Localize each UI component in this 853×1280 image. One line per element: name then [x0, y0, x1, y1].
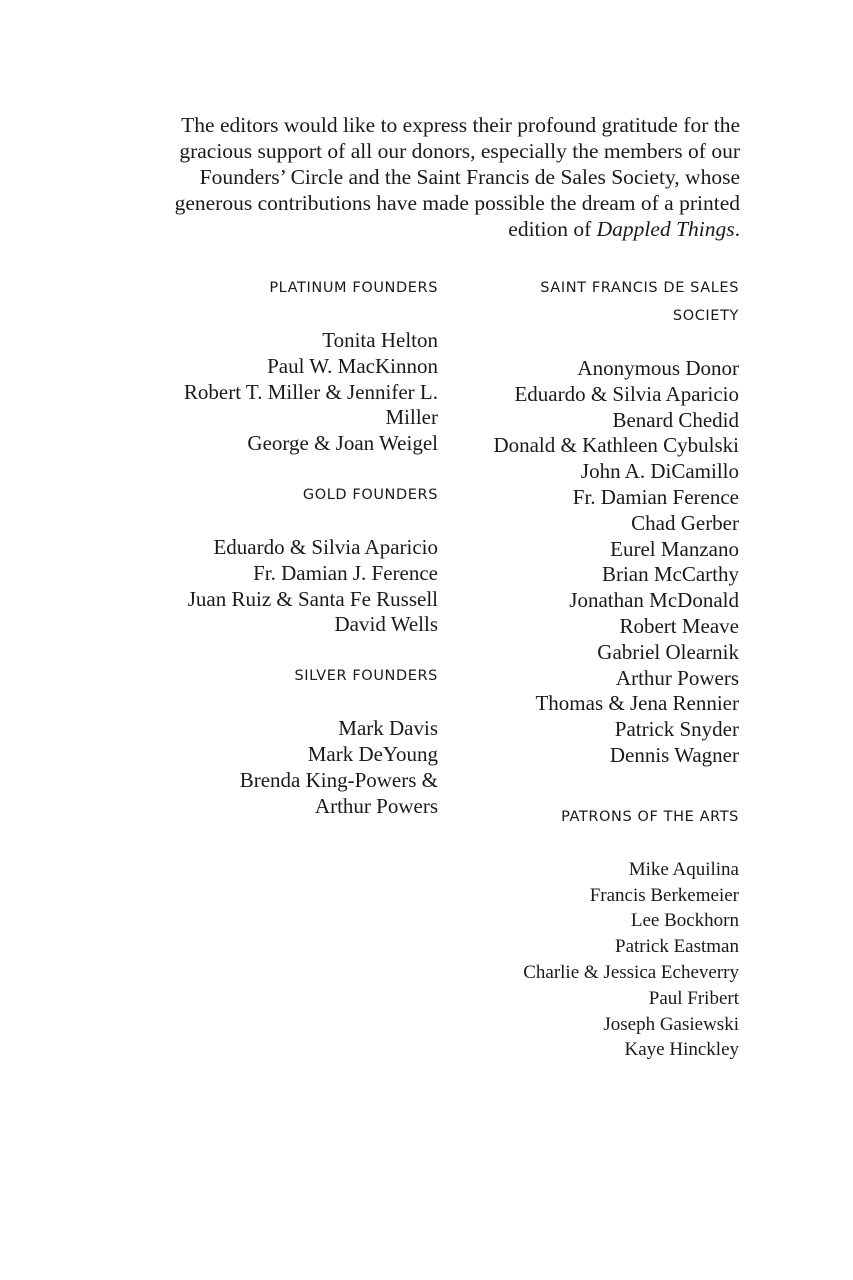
intro-period: .: [734, 217, 740, 241]
silver-founders-list: [140, 716, 438, 819]
gold-founders-list: [140, 535, 438, 638]
journal-title: Dappled Things: [596, 217, 735, 241]
list-item: Chad Gerber: [631, 510, 739, 535]
list-item: Anonymous Donor: [577, 356, 739, 380]
list-item: Tonita Helton: [322, 328, 438, 352]
list-item: Mike Aquilina: [628, 858, 739, 880]
list-item: Lee Bockhorn: [630, 910, 739, 932]
list-item: Eduardo & Silvia Aparicio: [213, 534, 438, 559]
list-item: Paul Fribert: [648, 987, 739, 1009]
list-item: David Wells: [334, 612, 438, 637]
list-item: Benard Chedid: [612, 407, 739, 432]
gold-founders-heading: GOLD FOUNDERS: [302, 486, 438, 503]
list-item: Mark Davis: [338, 716, 438, 741]
list-item: Arthur Powers: [314, 793, 438, 818]
list-item: Brian McCarthy: [601, 562, 739, 587]
intro-text: The editors would like to express their profound gratitude for the gracious support of all our donors, especially the members of our Founders’ Circle and the Saint Francis de Sales Society, whose generous contributions have made possible the dream of a printed edition of: [174, 113, 740, 241]
patrons-heading: PATRONS OF THE ARTS: [561, 808, 739, 825]
society-list: [455, 356, 739, 769]
list-item: Joseph Gasiewski: [603, 1013, 739, 1035]
list-item: Paul W. MacKinnon: [267, 353, 438, 378]
list-item: Charlie & Jessica Echeverry: [523, 961, 739, 983]
list-item: Eduardo & Silvia Aparicio: [514, 381, 739, 406]
list-item: Fr. Damian Ference: [572, 484, 739, 509]
list-item: George & Joan Weigel: [247, 431, 438, 456]
intro-paragraph: [150, 112, 740, 242]
list-item: Juan Ruiz & Santa Fe Russell: [187, 586, 438, 611]
list-item: Patrick Snyder: [614, 717, 739, 742]
list-item: Dennis Wagner: [609, 742, 739, 767]
list-item: Eurel Manzano: [610, 536, 739, 561]
right-column: [455, 274, 739, 1063]
list-item: Fr. Damian J. Ference: [253, 560, 438, 585]
society-heading-line2: SOCIETY: [672, 308, 739, 324]
list-item: Thomas & Jena Rennier: [535, 691, 739, 716]
platinum-founders-list: [140, 328, 438, 457]
society-heading-line1: SAINT FRANCIS DE SALES: [540, 280, 739, 296]
list-item: John A. DiCamillo: [580, 459, 739, 484]
list-item: Donald & Kathleen Cybulski: [493, 433, 739, 458]
list-item: Robert T. Miller & Jennifer L.: [183, 379, 438, 404]
list-item: Brenda King-Powers &: [239, 767, 438, 792]
list-item: Patrick Eastman: [615, 936, 739, 958]
list-item: Miller: [385, 405, 438, 430]
list-item: Gabriel Olearnik: [597, 639, 739, 664]
list-item: Jonathan McDonald: [569, 588, 739, 613]
left-column: [140, 274, 438, 819]
silver-founders-heading: SILVER FOUNDERS: [294, 668, 438, 685]
list-item: Robert Meave: [619, 613, 739, 638]
list-item: Mark DeYoung: [307, 741, 438, 766]
list-item: Kaye Hinckley: [624, 1039, 739, 1061]
patrons-list: [455, 857, 739, 1063]
list-item: Arthur Powers: [615, 665, 739, 690]
platinum-founders-heading: PLATINUM FOUNDERS: [269, 280, 438, 296]
list-item: Francis Berkemeier: [589, 884, 739, 906]
